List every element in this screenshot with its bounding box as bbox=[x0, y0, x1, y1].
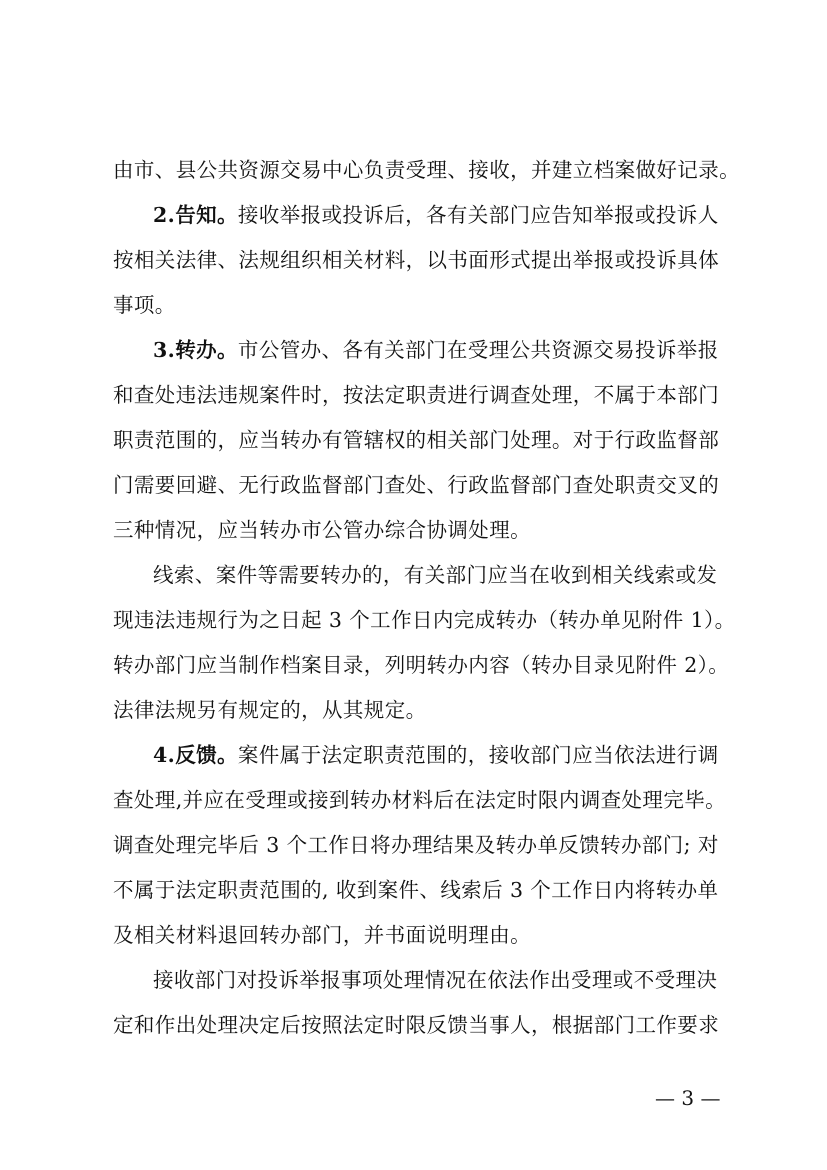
paragraph-line bbox=[113, 152, 740, 188]
paragraph-line bbox=[113, 782, 727, 818]
line-text: 不属于法定职责范围的, 收到案件、线索后 3 个工作日内将转办单 bbox=[113, 878, 719, 902]
line-text: 按相关法律、法规组织相关材料，以书面形式提出举报或投诉具体 bbox=[113, 248, 720, 272]
paragraph-line bbox=[113, 242, 720, 278]
section-heading: 3.转办。 bbox=[153, 338, 238, 362]
section-heading: 4.反馈。 bbox=[153, 743, 238, 767]
section-heading: 2.告知。 bbox=[153, 203, 238, 227]
paragraph-line bbox=[113, 917, 713, 953]
paragraph-line bbox=[153, 332, 719, 368]
line-text: 接收举报或投诉后，各有关部门应告知举报或投诉人 bbox=[237, 203, 719, 227]
line-text: 门需要回避、无行政监督部门查处、行政监督部门查处职责交叉的 bbox=[113, 473, 720, 497]
line-text: 市公管办、各有关部门在受理公共资源交易投诉举报 bbox=[237, 338, 719, 362]
paragraph-line bbox=[113, 287, 713, 323]
paragraph-line bbox=[153, 557, 718, 593]
paragraph-line bbox=[113, 1007, 720, 1043]
page-number: — 3 — bbox=[655, 1086, 721, 1110]
paragraph-line bbox=[113, 692, 713, 728]
paragraph-line bbox=[113, 872, 719, 908]
line-text: 接收部门对投诉举报事项处理情况在依法作出受理或不受理决 bbox=[153, 968, 718, 992]
line-text: 线索、案件等需要转办的，有关部门应当在收到相关线索或发 bbox=[153, 563, 718, 587]
line-text: 定和作出处理决定后按照法定时限反馈当事人，根据部门工作要求 bbox=[113, 1013, 720, 1037]
paragraph-line bbox=[153, 737, 719, 773]
paragraph-line bbox=[113, 512, 713, 548]
line-text: 调查处理完毕后 3 个工作日将办理结果及转办单反馈转办部门; 对 bbox=[113, 833, 719, 857]
line-text: 现违法违规行为之日起 3 个工作日内完成转办（转办单见附件 1）。 bbox=[113, 608, 736, 632]
paragraph-line bbox=[153, 962, 718, 998]
line-text: 事项。 bbox=[113, 293, 176, 317]
paragraph-line bbox=[113, 467, 720, 503]
paragraph-line bbox=[113, 422, 720, 458]
paragraph-line bbox=[113, 377, 720, 413]
paragraph-line bbox=[113, 647, 730, 683]
line-text: 查处理,并应在受理或接到转办材料后在法定时限内调查处理完毕。 bbox=[113, 788, 727, 812]
paragraph-line bbox=[153, 197, 719, 233]
line-text: 和查处违法违规案件时，按法定职责进行调查处理，不属于本部门 bbox=[113, 383, 720, 407]
paragraph-line bbox=[113, 827, 719, 863]
line-text: 法律法规另有规定的，从其规定。 bbox=[113, 698, 427, 722]
line-text: 三种情况，应当转办市公管办综合协调处理。 bbox=[113, 518, 531, 542]
line-text: 由市、县公共资源交易中心负责受理、接收，并建立档案做好记录。 bbox=[113, 158, 740, 182]
line-text: 转办部门应当制作档案目录，列明转办内容（转办目录见附件 2）。 bbox=[113, 653, 730, 677]
line-text: 案件属于法定职责范围的，接收部门应当依法进行调 bbox=[237, 743, 719, 767]
paragraph-line bbox=[113, 602, 736, 638]
line-text: 职责范围的，应当转办有管辖权的相关部门处理。对于行政监督部 bbox=[113, 428, 720, 452]
line-text: 及相关材料退回转办部门，并书面说明理由。 bbox=[113, 923, 531, 947]
